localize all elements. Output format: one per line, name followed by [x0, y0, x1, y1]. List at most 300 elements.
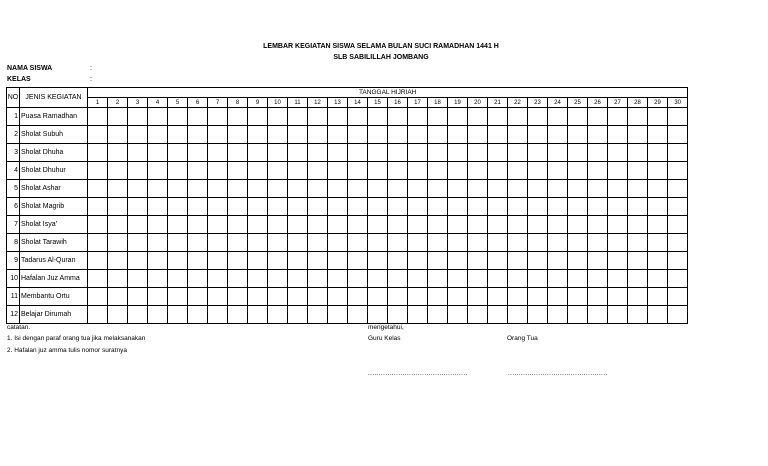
paraf-cell[interactable] [88, 216, 108, 234]
paraf-cell[interactable] [348, 126, 368, 144]
paraf-cell[interactable] [628, 198, 648, 216]
paraf-cell[interactable] [368, 216, 388, 234]
paraf-cell[interactable] [388, 270, 408, 288]
paraf-cell[interactable] [168, 126, 188, 144]
paraf-cell[interactable] [468, 198, 488, 216]
paraf-cell[interactable] [468, 288, 488, 306]
paraf-cell[interactable] [608, 252, 628, 270]
paraf-cell[interactable] [608, 126, 628, 144]
paraf-cell[interactable] [188, 234, 208, 252]
paraf-cell[interactable] [288, 126, 308, 144]
paraf-cell[interactable] [608, 144, 628, 162]
paraf-cell[interactable] [108, 216, 128, 234]
paraf-cell[interactable] [508, 108, 528, 126]
paraf-cell[interactable] [228, 216, 248, 234]
paraf-cell[interactable] [108, 126, 128, 144]
paraf-cell[interactable] [288, 216, 308, 234]
paraf-cell[interactable] [608, 288, 628, 306]
paraf-cell[interactable] [208, 126, 228, 144]
paraf-cell[interactable] [428, 144, 448, 162]
paraf-cell[interactable] [368, 234, 388, 252]
paraf-cell[interactable] [308, 162, 328, 180]
paraf-cell[interactable] [548, 162, 568, 180]
paraf-cell[interactable] [248, 234, 268, 252]
paraf-cell[interactable] [148, 162, 168, 180]
paraf-cell[interactable] [568, 216, 588, 234]
paraf-cell[interactable] [648, 270, 668, 288]
paraf-cell[interactable] [528, 252, 548, 270]
paraf-cell[interactable] [88, 288, 108, 306]
paraf-cell[interactable] [208, 108, 228, 126]
paraf-cell[interactable] [88, 144, 108, 162]
paraf-cell[interactable] [328, 288, 348, 306]
paraf-cell[interactable] [508, 180, 528, 198]
paraf-cell[interactable] [88, 234, 108, 252]
paraf-cell[interactable] [328, 162, 348, 180]
paraf-cell[interactable] [488, 216, 508, 234]
paraf-cell[interactable] [588, 216, 608, 234]
paraf-cell[interactable] [468, 270, 488, 288]
paraf-cell[interactable] [388, 234, 408, 252]
paraf-cell[interactable] [628, 288, 648, 306]
paraf-cell[interactable] [328, 108, 348, 126]
paraf-cell[interactable] [308, 198, 328, 216]
paraf-cell[interactable] [548, 180, 568, 198]
paraf-cell[interactable] [88, 126, 108, 144]
paraf-cell[interactable] [488, 306, 508, 324]
paraf-cell[interactable] [208, 198, 228, 216]
paraf-cell[interactable] [328, 306, 348, 324]
paraf-cell[interactable] [568, 288, 588, 306]
paraf-cell[interactable] [148, 306, 168, 324]
paraf-cell[interactable] [668, 288, 688, 306]
paraf-cell[interactable] [468, 162, 488, 180]
paraf-cell[interactable] [168, 198, 188, 216]
paraf-cell[interactable] [148, 180, 168, 198]
paraf-cell[interactable] [568, 198, 588, 216]
paraf-cell[interactable] [448, 126, 468, 144]
paraf-cell[interactable] [108, 288, 128, 306]
paraf-cell[interactable] [608, 216, 628, 234]
paraf-cell[interactable] [128, 144, 148, 162]
paraf-cell[interactable] [248, 270, 268, 288]
paraf-cell[interactable] [668, 270, 688, 288]
paraf-cell[interactable] [548, 306, 568, 324]
paraf-cell[interactable] [528, 216, 548, 234]
paraf-cell[interactable] [408, 162, 428, 180]
paraf-cell[interactable] [168, 252, 188, 270]
paraf-cell[interactable] [248, 126, 268, 144]
paraf-cell[interactable] [148, 126, 168, 144]
paraf-cell[interactable] [508, 234, 528, 252]
paraf-cell[interactable] [228, 234, 248, 252]
paraf-cell[interactable] [668, 108, 688, 126]
paraf-cell[interactable] [228, 162, 248, 180]
paraf-cell[interactable] [328, 126, 348, 144]
paraf-cell[interactable] [428, 162, 448, 180]
paraf-cell[interactable] [228, 126, 248, 144]
paraf-cell[interactable] [268, 270, 288, 288]
paraf-cell[interactable] [608, 180, 628, 198]
paraf-cell[interactable] [428, 180, 448, 198]
paraf-cell[interactable] [428, 126, 448, 144]
paraf-cell[interactable] [528, 198, 548, 216]
paraf-cell[interactable] [188, 144, 208, 162]
paraf-cell[interactable] [408, 234, 428, 252]
paraf-cell[interactable] [128, 162, 148, 180]
paraf-cell[interactable] [88, 108, 108, 126]
paraf-cell[interactable] [328, 198, 348, 216]
paraf-cell[interactable] [228, 180, 248, 198]
paraf-cell[interactable] [468, 144, 488, 162]
paraf-cell[interactable] [568, 162, 588, 180]
paraf-cell[interactable] [208, 180, 228, 198]
paraf-cell[interactable] [588, 198, 608, 216]
paraf-cell[interactable] [628, 162, 648, 180]
paraf-cell[interactable] [428, 270, 448, 288]
paraf-cell[interactable] [488, 198, 508, 216]
paraf-cell[interactable] [548, 252, 568, 270]
paraf-cell[interactable] [668, 126, 688, 144]
paraf-cell[interactable] [508, 198, 528, 216]
paraf-cell[interactable] [468, 216, 488, 234]
paraf-cell[interactable] [428, 288, 448, 306]
paraf-cell[interactable] [288, 180, 308, 198]
paraf-cell[interactable] [388, 162, 408, 180]
paraf-cell[interactable] [128, 126, 148, 144]
paraf-cell[interactable] [548, 144, 568, 162]
paraf-cell[interactable] [448, 180, 468, 198]
paraf-cell[interactable] [408, 126, 428, 144]
paraf-cell[interactable] [88, 306, 108, 324]
paraf-cell[interactable] [488, 270, 508, 288]
paraf-cell[interactable] [348, 198, 368, 216]
paraf-cell[interactable] [308, 306, 328, 324]
paraf-cell[interactable] [268, 252, 288, 270]
paraf-cell[interactable] [328, 252, 348, 270]
paraf-cell[interactable] [268, 126, 288, 144]
paraf-cell[interactable] [188, 126, 208, 144]
paraf-cell[interactable] [568, 234, 588, 252]
paraf-cell[interactable] [108, 162, 128, 180]
paraf-cell[interactable] [308, 108, 328, 126]
paraf-cell[interactable] [88, 252, 108, 270]
paraf-cell[interactable] [508, 252, 528, 270]
paraf-cell[interactable] [168, 108, 188, 126]
paraf-cell[interactable] [448, 108, 468, 126]
paraf-cell[interactable] [488, 234, 508, 252]
paraf-cell[interactable] [248, 108, 268, 126]
paraf-cell[interactable] [228, 288, 248, 306]
paraf-cell[interactable] [608, 198, 628, 216]
paraf-cell[interactable] [88, 162, 108, 180]
paraf-cell[interactable] [288, 288, 308, 306]
paraf-cell[interactable] [268, 144, 288, 162]
paraf-cell[interactable] [368, 288, 388, 306]
paraf-cell[interactable] [308, 270, 328, 288]
paraf-cell[interactable] [228, 306, 248, 324]
paraf-cell[interactable] [388, 306, 408, 324]
paraf-cell[interactable] [648, 144, 668, 162]
paraf-cell[interactable] [268, 108, 288, 126]
paraf-cell[interactable] [548, 270, 568, 288]
paraf-cell[interactable] [668, 180, 688, 198]
paraf-cell[interactable] [528, 234, 548, 252]
paraf-cell[interactable] [428, 216, 448, 234]
paraf-cell[interactable] [108, 108, 128, 126]
paraf-cell[interactable] [528, 180, 548, 198]
paraf-cell[interactable] [488, 288, 508, 306]
paraf-cell[interactable] [428, 306, 448, 324]
paraf-cell[interactable] [648, 216, 668, 234]
paraf-cell[interactable] [388, 252, 408, 270]
paraf-cell[interactable] [208, 144, 228, 162]
paraf-cell[interactable] [568, 180, 588, 198]
paraf-cell[interactable] [388, 126, 408, 144]
paraf-cell[interactable] [448, 216, 468, 234]
paraf-cell[interactable] [628, 216, 648, 234]
paraf-cell[interactable] [428, 252, 448, 270]
paraf-cell[interactable] [288, 198, 308, 216]
paraf-cell[interactable] [408, 108, 428, 126]
paraf-cell[interactable] [388, 108, 408, 126]
paraf-cell[interactable] [608, 306, 628, 324]
paraf-cell[interactable] [148, 252, 168, 270]
paraf-cell[interactable] [248, 198, 268, 216]
paraf-cell[interactable] [648, 252, 668, 270]
paraf-cell[interactable] [488, 162, 508, 180]
paraf-cell[interactable] [408, 288, 428, 306]
paraf-cell[interactable] [168, 162, 188, 180]
paraf-cell[interactable] [328, 270, 348, 288]
paraf-cell[interactable] [628, 108, 648, 126]
paraf-cell[interactable] [148, 270, 168, 288]
paraf-cell[interactable] [548, 234, 568, 252]
paraf-cell[interactable] [148, 108, 168, 126]
paraf-cell[interactable] [648, 306, 668, 324]
paraf-cell[interactable] [268, 180, 288, 198]
paraf-cell[interactable] [488, 126, 508, 144]
paraf-cell[interactable] [348, 288, 368, 306]
paraf-cell[interactable] [408, 270, 428, 288]
paraf-cell[interactable] [388, 198, 408, 216]
paraf-cell[interactable] [668, 144, 688, 162]
paraf-cell[interactable] [248, 216, 268, 234]
paraf-cell[interactable] [508, 126, 528, 144]
paraf-cell[interactable] [648, 162, 668, 180]
paraf-cell[interactable] [448, 306, 468, 324]
paraf-cell[interactable] [368, 144, 388, 162]
paraf-cell[interactable] [248, 162, 268, 180]
paraf-cell[interactable] [308, 234, 328, 252]
paraf-cell[interactable] [328, 216, 348, 234]
paraf-cell[interactable] [388, 180, 408, 198]
paraf-cell[interactable] [308, 144, 328, 162]
paraf-cell[interactable] [428, 234, 448, 252]
paraf-cell[interactable] [388, 288, 408, 306]
paraf-cell[interactable] [108, 198, 128, 216]
paraf-cell[interactable] [168, 180, 188, 198]
paraf-cell[interactable] [228, 270, 248, 288]
paraf-cell[interactable] [188, 198, 208, 216]
paraf-cell[interactable] [628, 306, 648, 324]
paraf-cell[interactable] [348, 162, 368, 180]
paraf-cell[interactable] [448, 198, 468, 216]
paraf-cell[interactable] [668, 252, 688, 270]
paraf-cell[interactable] [488, 108, 508, 126]
paraf-cell[interactable] [348, 306, 368, 324]
paraf-cell[interactable] [188, 108, 208, 126]
paraf-cell[interactable] [188, 252, 208, 270]
paraf-cell[interactable] [628, 234, 648, 252]
paraf-cell[interactable] [88, 198, 108, 216]
paraf-cell[interactable] [648, 288, 668, 306]
paraf-cell[interactable] [268, 234, 288, 252]
paraf-cell[interactable] [168, 288, 188, 306]
paraf-cell[interactable] [128, 252, 148, 270]
paraf-cell[interactable] [148, 216, 168, 234]
paraf-cell[interactable] [228, 198, 248, 216]
paraf-cell[interactable] [128, 234, 148, 252]
paraf-cell[interactable] [588, 234, 608, 252]
paraf-cell[interactable] [108, 306, 128, 324]
paraf-cell[interactable] [528, 288, 548, 306]
paraf-cell[interactable] [508, 288, 528, 306]
paraf-cell[interactable] [208, 270, 228, 288]
paraf-cell[interactable] [408, 306, 428, 324]
paraf-cell[interactable] [468, 234, 488, 252]
paraf-cell[interactable] [648, 198, 668, 216]
paraf-cell[interactable] [368, 252, 388, 270]
paraf-cell[interactable] [288, 252, 308, 270]
paraf-cell[interactable] [148, 234, 168, 252]
paraf-cell[interactable] [128, 198, 148, 216]
paraf-cell[interactable] [308, 180, 328, 198]
paraf-cell[interactable] [548, 108, 568, 126]
paraf-cell[interactable] [348, 270, 368, 288]
paraf-cell[interactable] [188, 306, 208, 324]
paraf-cell[interactable] [508, 306, 528, 324]
paraf-cell[interactable] [248, 288, 268, 306]
paraf-cell[interactable] [128, 288, 148, 306]
paraf-cell[interactable] [648, 108, 668, 126]
paraf-cell[interactable] [668, 234, 688, 252]
paraf-cell[interactable] [348, 252, 368, 270]
paraf-cell[interactable] [468, 306, 488, 324]
paraf-cell[interactable] [288, 306, 308, 324]
paraf-cell[interactable] [108, 144, 128, 162]
paraf-cell[interactable] [588, 306, 608, 324]
paraf-cell[interactable] [208, 216, 228, 234]
paraf-cell[interactable] [668, 198, 688, 216]
paraf-cell[interactable] [408, 180, 428, 198]
paraf-cell[interactable] [328, 180, 348, 198]
paraf-cell[interactable] [168, 234, 188, 252]
paraf-cell[interactable] [588, 108, 608, 126]
paraf-cell[interactable] [248, 306, 268, 324]
paraf-cell[interactable] [248, 252, 268, 270]
paraf-cell[interactable] [348, 216, 368, 234]
paraf-cell[interactable] [168, 144, 188, 162]
paraf-cell[interactable] [568, 270, 588, 288]
paraf-cell[interactable] [428, 198, 448, 216]
paraf-cell[interactable] [608, 270, 628, 288]
paraf-cell[interactable] [288, 270, 308, 288]
paraf-cell[interactable] [368, 180, 388, 198]
paraf-cell[interactable] [288, 144, 308, 162]
paraf-cell[interactable] [208, 288, 228, 306]
paraf-cell[interactable] [608, 108, 628, 126]
paraf-cell[interactable] [128, 180, 148, 198]
paraf-cell[interactable] [248, 180, 268, 198]
paraf-cell[interactable] [268, 216, 288, 234]
paraf-cell[interactable] [588, 270, 608, 288]
paraf-cell[interactable] [168, 270, 188, 288]
paraf-cell[interactable] [628, 126, 648, 144]
paraf-cell[interactable] [488, 144, 508, 162]
paraf-cell[interactable] [168, 306, 188, 324]
paraf-cell[interactable] [368, 108, 388, 126]
paraf-cell[interactable] [328, 144, 348, 162]
paraf-cell[interactable] [628, 144, 648, 162]
paraf-cell[interactable] [608, 162, 628, 180]
paraf-cell[interactable] [588, 180, 608, 198]
paraf-cell[interactable] [408, 252, 428, 270]
paraf-cell[interactable] [448, 288, 468, 306]
paraf-cell[interactable] [208, 162, 228, 180]
paraf-cell[interactable] [448, 234, 468, 252]
paraf-cell[interactable] [268, 306, 288, 324]
paraf-cell[interactable] [348, 108, 368, 126]
paraf-cell[interactable] [268, 162, 288, 180]
paraf-cell[interactable] [188, 162, 208, 180]
paraf-cell[interactable] [108, 180, 128, 198]
paraf-cell[interactable] [548, 198, 568, 216]
paraf-cell[interactable] [468, 126, 488, 144]
paraf-cell[interactable] [508, 162, 528, 180]
paraf-cell[interactable] [388, 216, 408, 234]
paraf-cell[interactable] [188, 180, 208, 198]
paraf-cell[interactable] [128, 216, 148, 234]
paraf-cell[interactable] [568, 252, 588, 270]
paraf-cell[interactable] [128, 270, 148, 288]
paraf-cell[interactable] [568, 144, 588, 162]
paraf-cell[interactable] [108, 234, 128, 252]
paraf-cell[interactable] [628, 270, 648, 288]
paraf-cell[interactable] [228, 144, 248, 162]
paraf-cell[interactable] [188, 216, 208, 234]
paraf-cell[interactable] [588, 144, 608, 162]
paraf-cell[interactable] [628, 252, 648, 270]
paraf-cell[interactable] [148, 144, 168, 162]
paraf-cell[interactable] [448, 162, 468, 180]
paraf-cell[interactable] [188, 270, 208, 288]
paraf-cell[interactable] [648, 234, 668, 252]
paraf-cell[interactable] [568, 306, 588, 324]
paraf-cell[interactable] [548, 216, 568, 234]
paraf-cell[interactable] [348, 234, 368, 252]
paraf-cell[interactable] [528, 144, 548, 162]
paraf-cell[interactable] [568, 126, 588, 144]
paraf-cell[interactable] [528, 162, 548, 180]
paraf-cell[interactable] [268, 198, 288, 216]
paraf-cell[interactable] [308, 252, 328, 270]
paraf-cell[interactable] [508, 144, 528, 162]
paraf-cell[interactable] [628, 180, 648, 198]
paraf-cell[interactable] [668, 306, 688, 324]
paraf-cell[interactable] [228, 108, 248, 126]
paraf-cell[interactable] [548, 288, 568, 306]
